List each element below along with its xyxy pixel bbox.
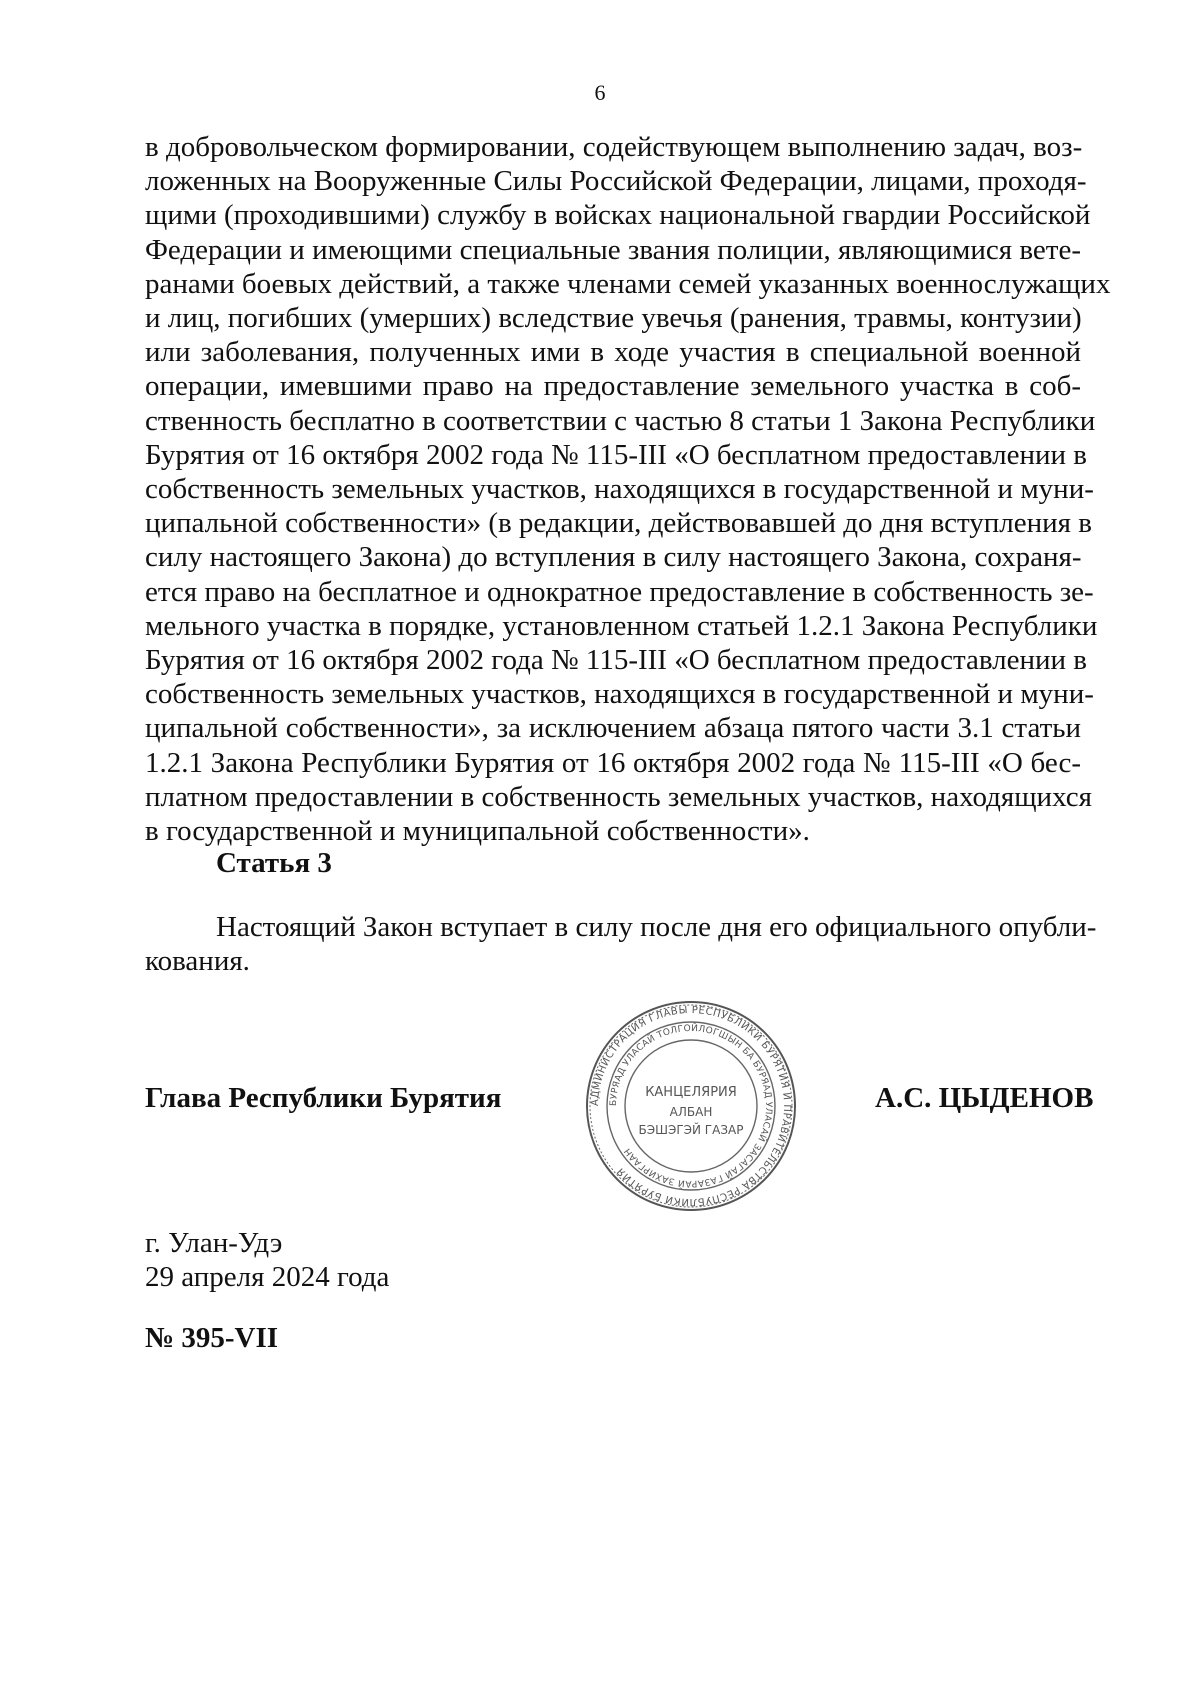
body-paragraph xyxy=(145,130,1111,848)
stamp-line1: КАНЦЕЛЯРИЯ xyxy=(645,1085,737,1100)
body-line: ранами боевых действий, а также членами семей указанных военнослужащих xyxy=(145,267,1111,300)
place-text: г. Улан-Удэ xyxy=(145,1227,283,1259)
body-line: или заболевания, полученных ими в ходе участия в специальной военной xyxy=(145,336,1081,369)
body-line: ложенных на Вооруженные Силы Российской Федерации, лицами, проходя- xyxy=(145,165,1087,198)
body-line: 1.2.1 Закона Республики Бурятия от 16 октября 2002 года № 115-III «О бес- xyxy=(145,746,1081,779)
document-number: № 395-VII xyxy=(145,1322,279,1354)
body-line: Бурятия от 16 октября 2002 года № 115-III «О бесплатном предоставлении в xyxy=(145,438,1088,471)
body-line: собственность земельных участков, находящихся в государственной и муни- xyxy=(145,678,1094,711)
body-line: платном предоставлении в собственность земельных участков, находящихся xyxy=(145,780,1092,813)
body-line: силу настоящего Закона) до вступления в силу настоящего Закона, сохраня- xyxy=(145,541,1082,574)
body-line: Федерации и имеющими специальные звания полиции, являющимися вете- xyxy=(145,233,1081,266)
article-paragraph xyxy=(145,910,1097,978)
body-line: в добровольческом формировании, содействующем выполнению задач, воз- xyxy=(145,131,1083,163)
body-line: ственность бесплатно в соответствии с частью 8 статьи 1 Закона Республики xyxy=(145,404,1096,437)
stamp-inner-text: БУРЯАД УЛАСАЙ ТОЛГОЙЛОГШЫН БА БУРЯАД УЛАСАЙ ЗАСАГАЙ ГАЗАРАЙ ЗАХИРГААН xyxy=(608,1023,774,1189)
official-stamp xyxy=(583,998,799,1214)
article-line: кования. xyxy=(145,945,250,978)
body-line: и лиц, погибших (умерших) вследствие увечья (ранения, травмы, контузии) xyxy=(145,302,1082,335)
body-line: мельного участка в порядке, установленном статьей 1.2.1 Закона Республики xyxy=(145,609,1098,642)
body-line: ется право на бесплатное и однократное предоставление в собственность зе- xyxy=(145,575,1094,608)
body-line: собственность земельных участков, находящихся в государственной и муни- xyxy=(145,473,1094,506)
body-line: ципальной собственности», за исключением абзаца пятого части 3.1 статьи xyxy=(145,712,1081,745)
body-line: операции, имевшими право на предоставление земельного участка в соб- xyxy=(145,370,1081,403)
signature-name: А.С. ЦЫДЕНОВ xyxy=(875,1082,1094,1114)
body-line: щими (проходившими) службу в войсках национальной гвардии Российской xyxy=(145,199,1091,232)
signature-title: Глава Республики Бурятия xyxy=(145,1082,502,1114)
body-line: Бурятия от 16 октября 2002 года № 115-III «О бесплатном предоставлении в xyxy=(145,644,1088,677)
stamp-line3: БЭШЭГЭЙ ГАЗАР xyxy=(638,1123,744,1137)
date-text: 29 апреля 2024 года xyxy=(145,1261,390,1294)
stamp-line2: АЛБАН xyxy=(669,1105,713,1119)
body-line: в государственной и муниципальной собственности». xyxy=(145,815,810,848)
place-date-block xyxy=(145,1226,389,1294)
body-line: ципальной собственности» (в редакции, действовавшей до дня вступления в xyxy=(145,507,1092,540)
article-line: Настоящий Закон вступает в силу после дня его официального опубли- xyxy=(216,911,1097,943)
page-number: 6 xyxy=(594,80,606,105)
stamp-outer-text: АДМИНИСТРАЦИЯ ГЛАВЫ РЕСПУБЛИКИ БУРЯТИЯ И ПРАВИТЕЛЬСТВА РЕСПУБЛИКИ БУРЯТИЯ xyxy=(589,1004,793,1208)
article-heading: Статья 3 xyxy=(216,847,332,879)
